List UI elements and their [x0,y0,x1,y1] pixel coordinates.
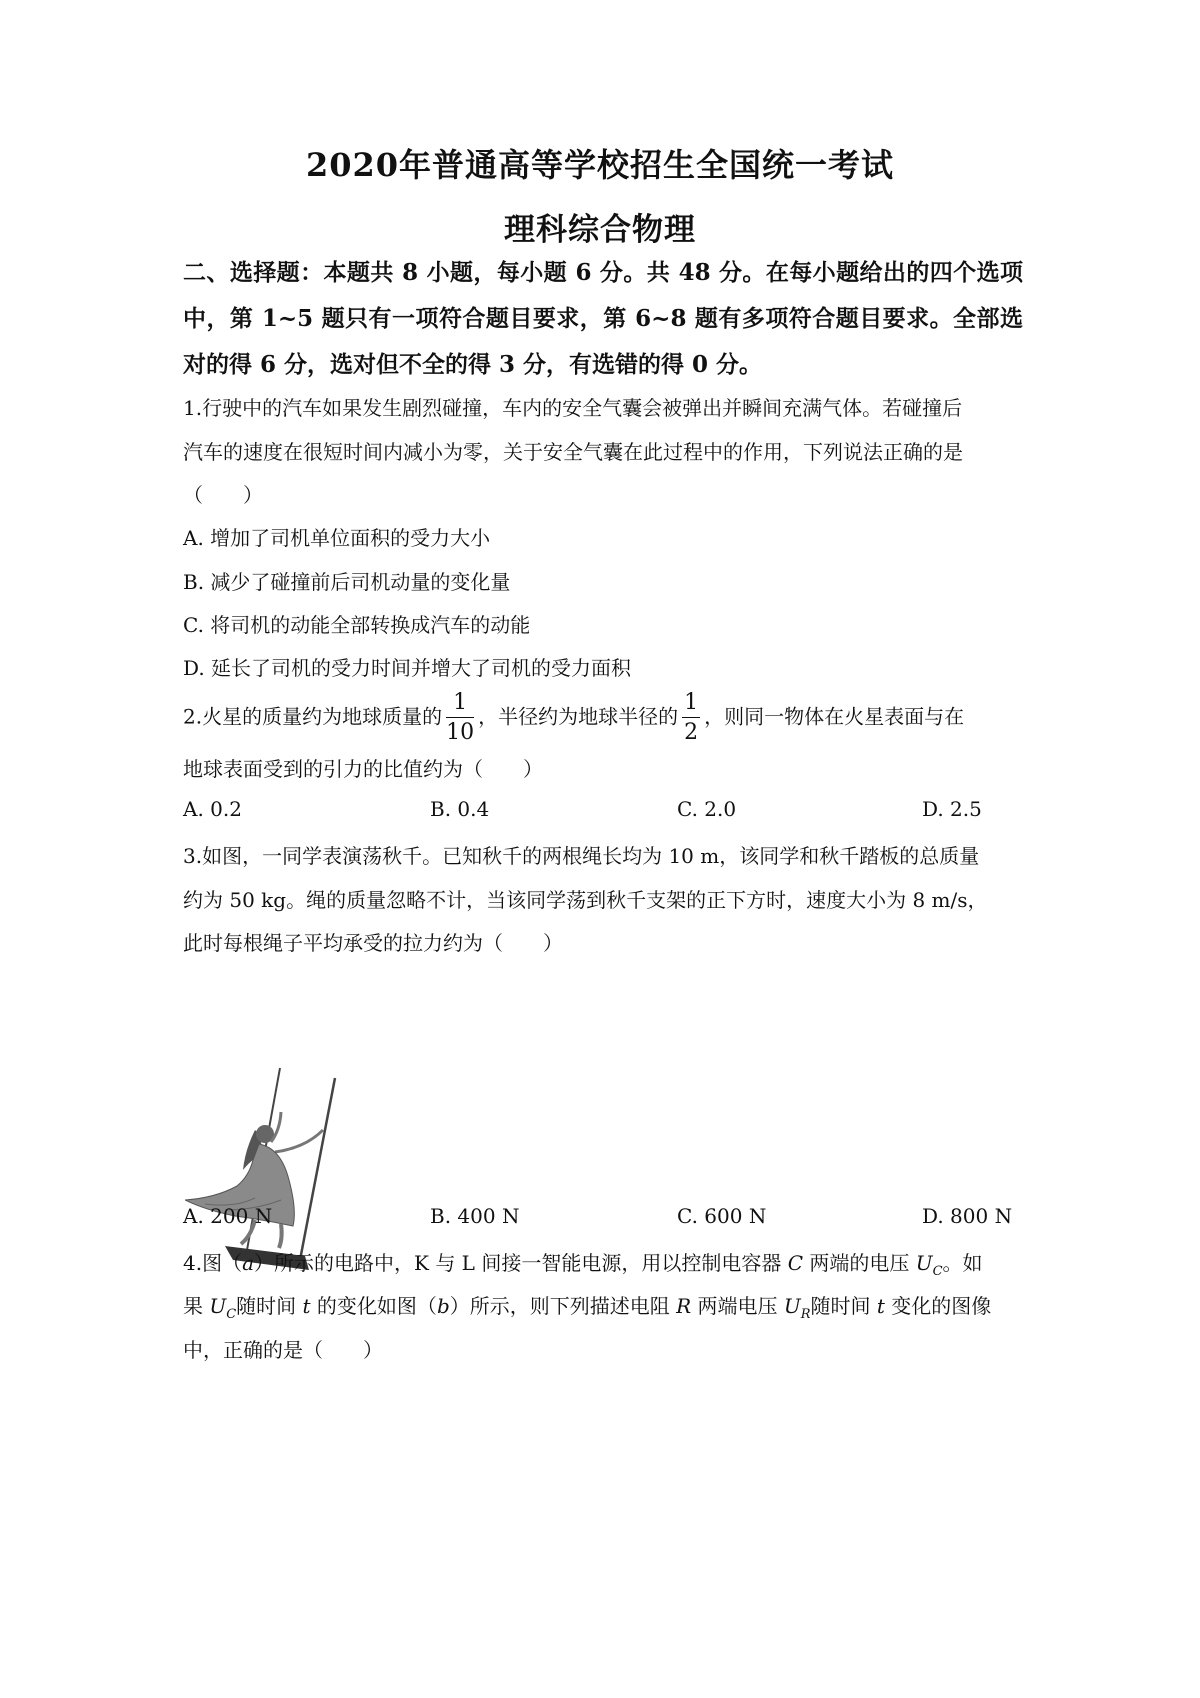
q2-text-1: 2.火星的质量约为地球质量的 [183,704,443,729]
fraction-denominator: 10 [446,720,475,745]
q4-text: 两端的电压 [803,1251,916,1275]
q2-option-c: C. 2.0 [677,797,737,821]
q2-option-a: A. 0.2 [183,797,242,821]
fraction-numerator: 1 [446,692,474,718]
q3-option-c: C. 600 N [677,1204,767,1228]
q2-option-b: B. 0.4 [430,797,490,821]
swing-girl-figure [185,1060,355,1275]
q4-subscript: C [932,1264,943,1279]
q4-text: 4.图（ [183,1251,243,1275]
q4-stem-line1 [183,1247,983,1279]
q4-var: b [436,1294,450,1318]
q4-var: U [915,1251,933,1275]
fraction-denominator: 2 [684,720,699,745]
q4-subscript: C [226,1307,237,1322]
q4-text: 随时间 [236,1294,303,1318]
q3-stem-line2: 约为 50 kg。绳的质量忽略不计，当该同学荡到秋千支架的正下方时，速度大小为 8 m/s， [183,888,988,912]
fraction-numerator: 1 [682,692,700,718]
q4-text: ）所示的电路中，K 与 L 间接一智能电源，用以控制电容器 [254,1251,788,1275]
q4-var: t [302,1294,311,1318]
q1-option-d: D. 延长了司机的受力时间并增大了司机的受力面积 [183,656,632,680]
page-title: 2020年普通高等学校招生全国统一考试 [305,146,895,184]
q3-stem-line3: 此时每根绳子平均承受的拉力约为（ ） [183,931,563,955]
q4-text: 的变化如图（ [310,1294,437,1318]
q4-var: U [209,1294,227,1318]
q4-var: t [876,1294,885,1318]
q1-stem-line2: 汽车的速度在很短时间内减小为零，关于安全气囊在此过程中的作用，下列说法正确的是 [183,440,963,464]
q4-subscript: R [800,1307,811,1322]
section-instructions: 二、选择题：本题共 8 小题，每小题 6 分。共 48 分。在每小题给出的四个选项中，第 1~5 题只有一项符合题目要求，第 6~8 题有多项符合题目要求。全部选对的得 6 分，选对但不全的得 3 分，有选错的得 0 分。 [183,259,1023,378]
q3-option-a: A. 200 N [183,1204,273,1228]
q3-stem-line1: 3.如图，一同学表演荡秋千。已知秋千的两根绳长均为 10 m，该同学和秋千踏板的总质量 [183,844,980,868]
q1-option-c: C. 将司机的动能全部转换成汽车的动能 [183,613,531,637]
q2-text-3: ，则同一物体在火星表面与在 [704,704,965,729]
q4-var: R [676,1294,692,1318]
q3-option-b: B. 400 N [430,1204,520,1228]
q1-option-b: B. 减少了碰撞前后司机动量的变化量 [183,570,511,594]
q1-option-a: A. 增加了司机单位面积的受力大小 [183,526,491,550]
page-subtitle: 理科综合物理 [504,212,696,248]
q3-option-d: D. 800 N [922,1204,1013,1228]
q4-text: 随时间 [810,1294,877,1318]
q4-text: 变化的图像 [884,1294,992,1318]
q4-text: 。如 [942,1251,983,1275]
q1-stem-line3: （ ） [183,483,263,507]
q4-stem-line3: 中，正确的是（ ） [183,1338,383,1362]
q1-stem-line1: 1.行驶中的汽车如果发生剧烈碰撞，车内的安全气囊会被弹出并瞬间充满气体。若碰撞后 [183,396,963,420]
q4-text: 果 [183,1294,210,1318]
fraction-one-half [682,692,700,744]
q4-text: 两端电压 [691,1294,784,1318]
q4-text: ）所示，则下列描述电阻 [449,1294,677,1318]
q4-var: C [787,1251,803,1275]
fraction-one-tenth [446,692,474,744]
q2-text-2: ，半径约为地球半径的 [478,704,679,729]
q4-var: U [783,1294,801,1318]
q4-stem-line2 [183,1290,991,1322]
q2-option-d: D. 2.5 [922,797,982,821]
q4-var: a [242,1251,255,1275]
q2-stem-line2: 地球表面受到的引力的比值约为（ ） [183,757,543,781]
q2-stem-line1 [183,692,964,744]
